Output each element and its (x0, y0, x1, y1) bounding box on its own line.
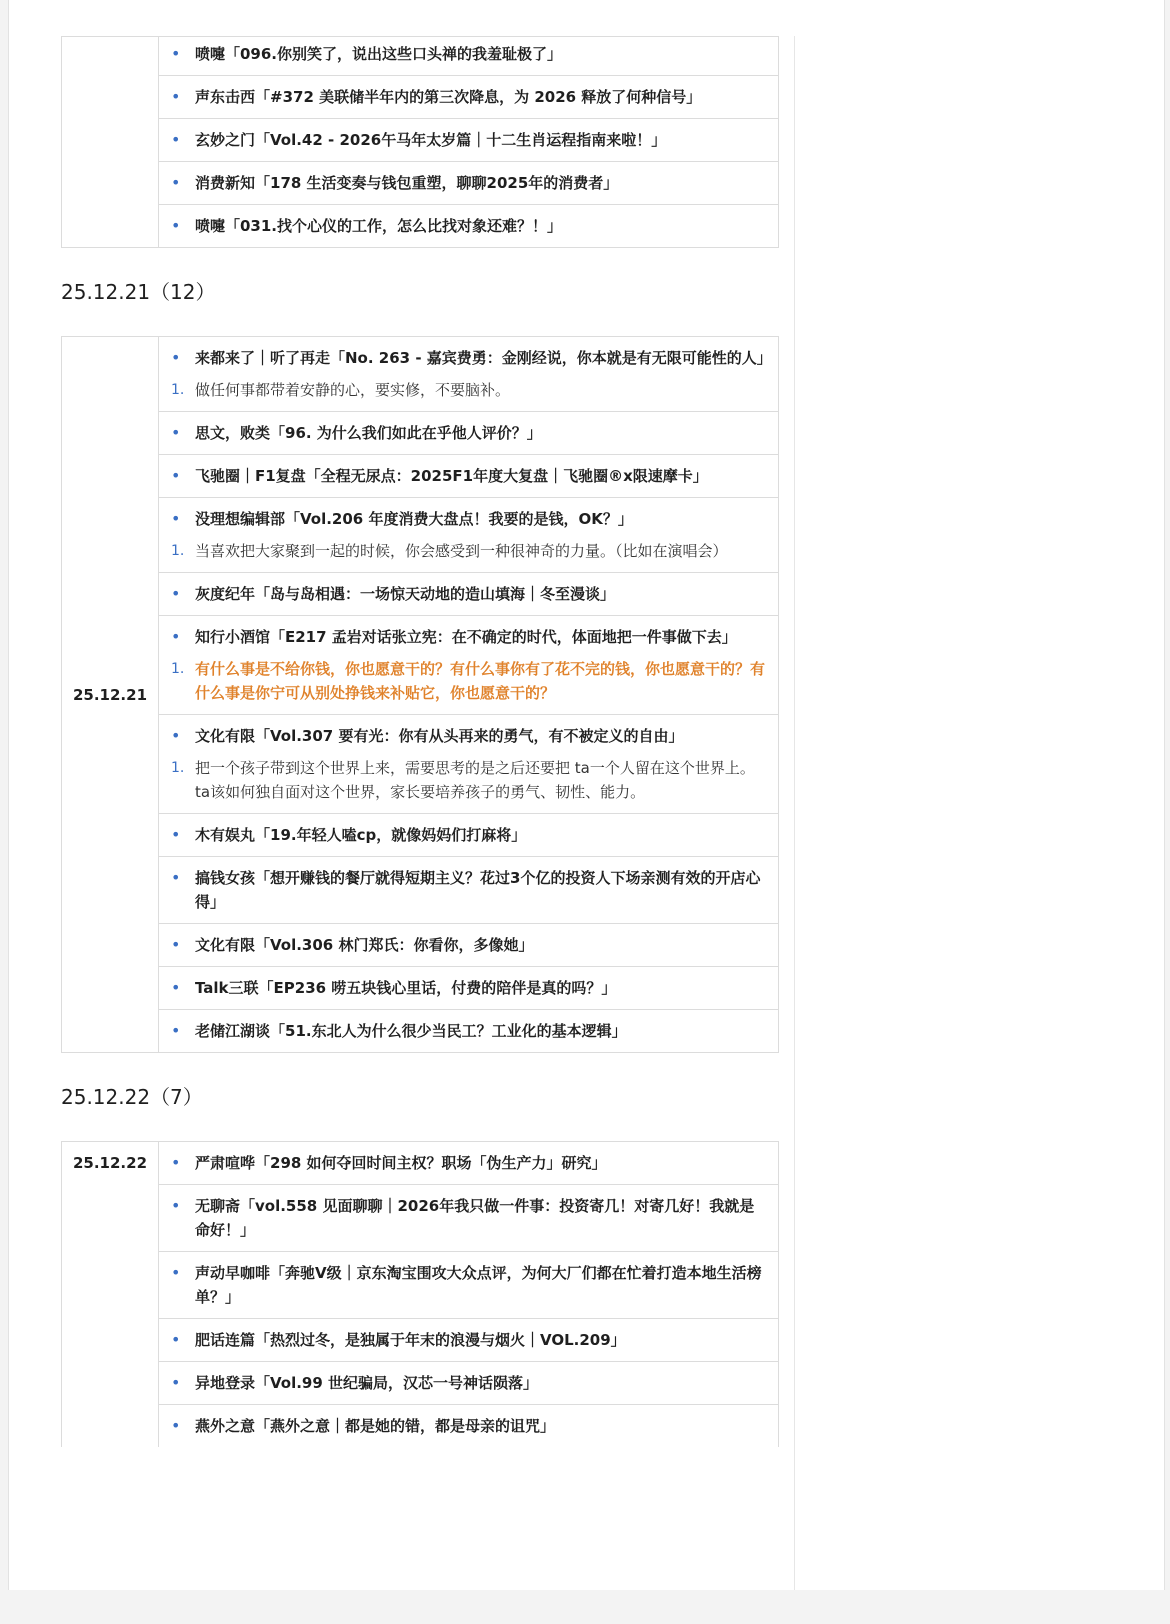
episode-title: 无聊斋「vol.558 见面聊聊｜2026年我只做一件事：投资寄几！对寄几好！我就是命好！」 (195, 1197, 755, 1239)
bullet-icon: • (171, 868, 181, 887)
list-item (159, 162, 778, 205)
episode-block (61, 336, 779, 1053)
list-item (159, 857, 778, 924)
list-item (159, 119, 778, 162)
bullet-icon: • (171, 87, 181, 106)
list-item (159, 1142, 778, 1185)
bullet-icon: • (171, 216, 181, 235)
bullet-icon: • (171, 1153, 181, 1172)
list-item (159, 814, 778, 857)
bullet-icon: • (171, 726, 181, 745)
episode-title: 文化有限「Vol.306 林门郑氏：你看你，多像她」 (195, 936, 534, 954)
episode-title: 飞驰圈｜F1复盘「全程无尿点：2025F1年度大复盘｜飞驰圈®x限速摩卡」 (195, 467, 708, 485)
bullet-icon: • (171, 584, 181, 603)
page-divider (794, 36, 795, 1590)
episode-title: 消费新知「178 生活变奏与钱包重塑，聊聊2025年的消费者」 (195, 174, 619, 192)
note-number: 1. (171, 382, 185, 398)
episode-title: 肥话连篇「热烈过冬，是独属于年末的浪漫与烟火｜VOL.209」 (195, 1331, 626, 1349)
list-item (159, 412, 778, 455)
episode-title: Talk三联「EP236 唠五块钱心里话，付费的陪伴是真的吗？」 (195, 979, 617, 997)
episode-title: 木有娱丸「19.年轻人嗑cp，就像妈妈们打麻将」 (195, 826, 527, 844)
bullet-icon: • (171, 423, 181, 442)
date-cell (62, 37, 159, 247)
list-item (159, 205, 778, 247)
bullet-icon: • (171, 348, 181, 367)
episode-note: 把一个孩子带到这个世界上来，需要思考的是之后还要把 ta一个人留在这个世界上。ta该如何独自面对这个世界，家长要培养孩子的勇气、韧性、能力。 (195, 759, 755, 801)
list-item (159, 715, 778, 814)
bullet-icon: • (171, 935, 181, 954)
bullet-icon: • (171, 1196, 181, 1215)
episode-title: 严肃喧哗「298 如何夺回时间主权？职场「伪生产力」研究」 (195, 1154, 607, 1172)
episode-title: 燕外之意「燕外之意｜都是她的错，都是母亲的诅咒」 (195, 1417, 556, 1435)
list-item (159, 76, 778, 119)
episode-title: 没理想编辑部「Vol.206 年度消费大盘点！我要的是钱，OK？」 (195, 510, 633, 528)
list-item (159, 37, 778, 76)
bullet-icon: • (171, 130, 181, 149)
episode-title: 思文，败类「96. 为什么我们如此在乎他人评价？」 (195, 424, 542, 442)
episode-title: 声东击西「#372 美联储半年内的第三次降息，为 2026 释放了何种信号」 (195, 88, 702, 106)
bullet-icon: • (171, 1021, 181, 1040)
list-item (159, 455, 778, 498)
section-heading: 25.12.22（7） (61, 1085, 203, 1109)
episode-list (159, 37, 778, 247)
episode-title: 文化有限「Vol.307 要有光：你有从头再来的勇气，有不被定义的自由」 (195, 727, 684, 745)
date-cell: 25.12.21 (62, 337, 159, 1052)
list-item (159, 337, 778, 412)
bullet-icon: • (171, 466, 181, 485)
episode-title: 喷嚏「031.找个心仪的工作，怎么比找对象还难？！」 (195, 217, 563, 235)
highlighted-note: 有什么事是不给你钱，你也愿意干的？有什么事你有了花不完的钱，你也愿意干的？有什么事是你宁可从别处挣钱来补贴它，你也愿意干的？ (195, 660, 766, 702)
list-item (159, 1319, 778, 1362)
bullet-icon: • (171, 1416, 181, 1435)
bullet-icon: • (171, 825, 181, 844)
list-item (159, 1405, 778, 1447)
list-item (159, 573, 778, 616)
episode-title: 声动早咖啡「奔驰V级｜京东淘宝围攻大众点评，为何大厂们都在忙着打造本地生活榜单？」 (195, 1264, 762, 1306)
episode-title: 灰度纪年「岛与岛相遇：一场惊天动地的造山填海｜冬至漫谈」 (195, 585, 616, 603)
bullet-icon: • (171, 1373, 181, 1392)
bullet-icon: • (171, 509, 181, 528)
list-item (159, 924, 778, 967)
list-item (159, 1252, 778, 1319)
episode-note: 做任何事都带着安静的心，要实修，不要脑补。 (195, 381, 511, 399)
bullet-icon: • (171, 1263, 181, 1282)
episode-note: 当喜欢把大家聚到一起的时候，你会感受到一种很神奇的力量。（比如在演唱会） (195, 542, 728, 560)
date-cell: 25.12.22 (62, 1142, 159, 1447)
list-item (159, 1010, 778, 1052)
episode-title: 老储江湖谈「51.东北人为什么很少当民工？工业化的基本逻辑」 (195, 1022, 627, 1040)
list-item (159, 616, 778, 715)
bullet-icon: • (171, 1330, 181, 1349)
document-page (8, 0, 1165, 1590)
note-number: 1. (171, 760, 185, 776)
episode-block-partial (61, 36, 779, 247)
list-item (159, 498, 778, 573)
episode-block (61, 1141, 779, 1447)
episode-title: 异地登录「Vol.99 世纪骗局，汉芯一号神话陨落」 (195, 1374, 539, 1392)
bullet-icon: • (171, 978, 181, 997)
bullet-icon: • (171, 627, 181, 646)
episode-list (159, 337, 778, 1052)
section-heading: 25.12.21（12） (61, 280, 216, 304)
list-item (159, 1362, 778, 1405)
episode-title: 玄妙之门「Vol.42 - 2026午马年太岁篇｜十二生肖运程指南来啦！」 (195, 131, 667, 149)
episode-list (159, 1142, 778, 1447)
bullet-icon: • (171, 44, 181, 63)
episode-title: 来都来了｜听了再走「No. 263 - 嘉宾费勇：金刚经说，你本就是有无限可能性的人」 (195, 349, 772, 367)
episode-title: 知行小酒馆「E217 孟岩对话张立宪：在不确定的时代，体面地把一件事做下去」 (195, 628, 737, 646)
bullet-icon: • (171, 173, 181, 192)
note-number: 1. (171, 661, 185, 677)
list-item (159, 967, 778, 1010)
episode-title: 搞钱女孩「想开赚钱的餐厅就得短期主义？花过3个亿的投资人下场亲测有效的开店心得」 (195, 869, 761, 911)
note-number: 1. (171, 543, 185, 559)
list-item (159, 1185, 778, 1252)
episode-title: 喷嚏「096.你别笑了，说出这些口头禅的我羞耻极了」 (195, 45, 563, 63)
document-content (61, 0, 779, 1447)
